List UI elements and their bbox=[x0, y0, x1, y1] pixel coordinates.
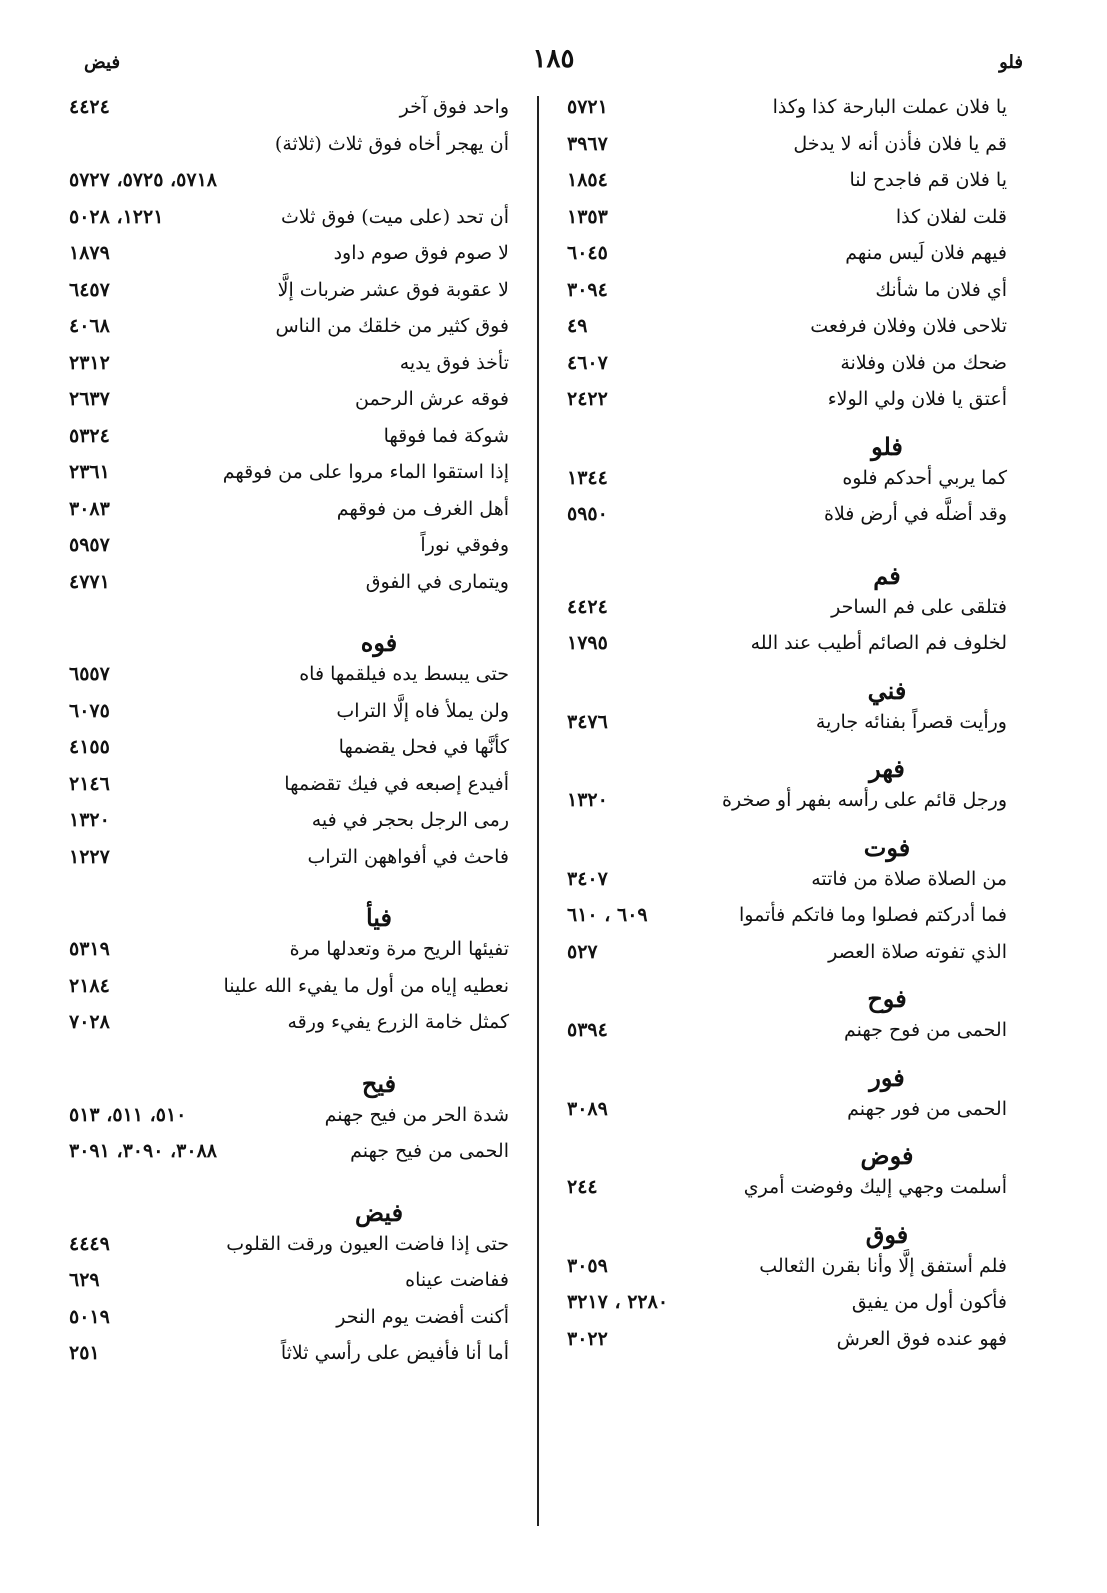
entry-phrase: ورأيت قصراً بفنائه جارية bbox=[815, 710, 1007, 733]
index-entry bbox=[567, 169, 1007, 206]
index-entry bbox=[69, 1269, 509, 1306]
left-column bbox=[69, 96, 529, 1553]
page-number: ١٨٥ bbox=[532, 44, 575, 74]
index-entry bbox=[69, 133, 509, 170]
entry-refs: ٣٠٩٤ bbox=[567, 278, 608, 301]
index-entry bbox=[567, 1098, 1007, 1135]
entry-phrase: من الصلاة صلاة من فاتته bbox=[811, 867, 1007, 890]
entry-refs: ٤١٥٥ bbox=[69, 736, 110, 758]
entry-refs: ٤٤٤٩ bbox=[69, 1232, 110, 1255]
entry-refs: ٥٣١٩ bbox=[69, 938, 110, 960]
entry-phrase: تلاحى فلان وفلان فرفعت bbox=[810, 315, 1007, 337]
entry-phrase: الحمى من فوح جهنم bbox=[844, 1019, 1007, 1041]
spacer bbox=[69, 882, 509, 896]
entry-refs: ٤٦٠٧ bbox=[567, 351, 608, 374]
entry-refs: ٧٠٢٨ bbox=[69, 1011, 110, 1033]
entry-phrase: يا فلان عملت البارحة كذا وكذا bbox=[772, 96, 1007, 118]
index-entry bbox=[567, 941, 1007, 978]
index-entry bbox=[567, 1019, 1007, 1056]
entry-refs: ٦٢٩ bbox=[69, 1269, 100, 1291]
entry-phrase: تفيئها الريح مرة وتعدلها مرة bbox=[289, 938, 509, 960]
index-entry bbox=[567, 1291, 1007, 1328]
entry-phrase: لا صوم فوق صوم داود bbox=[333, 242, 509, 264]
entry-phrase: فأكون أول من يفيق bbox=[851, 1291, 1007, 1313]
right-column bbox=[547, 96, 1007, 1553]
entry-phrase: فتلقى على فم الساحر bbox=[831, 595, 1007, 618]
entry-phrase: شوكة فما فوقها bbox=[383, 424, 509, 447]
entry-phrase: كما يربي أحدكم فلوه bbox=[842, 466, 1007, 489]
entry-refs: ٥٩٥٧ bbox=[69, 534, 110, 556]
index-entry bbox=[567, 789, 1007, 826]
entry-refs: ٢٣٦١ bbox=[69, 461, 110, 483]
entry-refs: ١٢٢١، ٥٠٢٨ bbox=[69, 205, 164, 228]
index-entry bbox=[69, 1011, 509, 1048]
entry-phrase: يا فلان قم فاجدح لنا bbox=[849, 169, 1007, 191]
entry-refs: ٥٩٥٠ bbox=[567, 503, 608, 525]
entry-refs: ٣٠٥٩ bbox=[567, 1254, 608, 1277]
index-entry bbox=[567, 279, 1007, 316]
index-entry bbox=[69, 773, 509, 810]
entry-phrase: فيهم فلان لَيس منهم bbox=[845, 242, 1007, 264]
entry-phrase: فما أدركتم فصلوا وما فاتكم فأتموا bbox=[738, 904, 1007, 926]
root-heading: فوض bbox=[860, 1141, 914, 1170]
index-entry bbox=[69, 663, 509, 700]
page-header bbox=[84, 42, 1023, 82]
entry-phrase: قم يا فلان فأذن أنه لا يدخل bbox=[793, 132, 1007, 155]
index-entry bbox=[69, 1306, 509, 1343]
entry-refs: ٥٠١٩ bbox=[69, 1305, 110, 1328]
index-entry bbox=[567, 388, 1007, 425]
entry-refs: ١٨٧٩ bbox=[69, 242, 110, 264]
entry-phrase: واحد فوق آخر bbox=[399, 96, 509, 118]
index-entry bbox=[567, 632, 1007, 669]
index-entry bbox=[69, 938, 509, 975]
entry-refs: ١٢٢٧ bbox=[69, 845, 110, 868]
entry-phrase: قلت لفلان كذا bbox=[895, 205, 1007, 228]
index-entry bbox=[69, 425, 509, 462]
entry-refs: ٢٤٢٢ bbox=[567, 388, 608, 410]
index-entry bbox=[69, 279, 509, 316]
entry-phrase: فوقه عرش الرحمن bbox=[354, 388, 509, 410]
column-divider bbox=[537, 96, 539, 1526]
root-heading: فوه bbox=[360, 628, 398, 657]
entry-refs: ٣٤٠٧ bbox=[567, 867, 608, 890]
entry-refs: ٢٢٨٠ ، ٣٢١٧ bbox=[567, 1291, 669, 1313]
entry-phrase: الحمى من فيح جهنم bbox=[350, 1140, 509, 1162]
entry-refs: ٦٤٥٧ bbox=[69, 278, 110, 301]
entry-phrase: ورجل قائم على رأسه بفهر أو صخرة bbox=[722, 789, 1007, 811]
index-entry bbox=[69, 736, 509, 773]
index-entry bbox=[567, 96, 1007, 133]
entry-phrase: ففاضت عيناه bbox=[405, 1269, 509, 1291]
index-entry bbox=[69, 1140, 509, 1177]
entry-phrase: أكنت أفضت يوم النحر bbox=[336, 1305, 509, 1328]
entry-phrase: أعتق يا فلان ولي الولاء bbox=[827, 388, 1007, 410]
entry-phrase: كمثل خامة الزرع يفيء ورقه bbox=[287, 1011, 509, 1033]
entry-phrase: ولن يملأ فاه إلَّا التراب bbox=[336, 699, 509, 722]
entry-refs: ٣٤٧٦ bbox=[567, 710, 608, 733]
entry-phrase: أسلمت وجهي إليك وفوضت أمري bbox=[743, 1176, 1007, 1198]
running-head-right: فلو bbox=[999, 51, 1023, 73]
entry-refs: ٤٩ bbox=[567, 315, 588, 337]
entry-phrase: فوق كثير من خلقك من الناس bbox=[275, 315, 509, 337]
entry-phrase: فلم أستفق إلَّا وأنا بقرن الثعالب bbox=[759, 1254, 1007, 1277]
root-heading: فلو bbox=[871, 431, 903, 461]
root-heading: فوت bbox=[863, 832, 911, 862]
spacer bbox=[567, 540, 1007, 554]
index-entry bbox=[69, 571, 509, 608]
index-entry bbox=[567, 904, 1007, 941]
index-entry bbox=[567, 503, 1007, 540]
index-entry bbox=[69, 975, 509, 1012]
entry-refs: ٦٠٩ ، ٦١٠ bbox=[567, 904, 648, 926]
index-entry bbox=[567, 133, 1007, 170]
index-entry bbox=[567, 1176, 1007, 1213]
entry-refs: ٥١٠، ٥١١، ٥١٣ bbox=[69, 1103, 187, 1126]
index-entry bbox=[69, 352, 509, 389]
index-entry bbox=[69, 1104, 509, 1141]
index-entry bbox=[567, 711, 1007, 748]
entry-phrase: نعطيه إياه من أول ما يفيء الله علينا bbox=[223, 974, 509, 997]
entry-phrase: الذي تفوته صلاة العصر bbox=[828, 940, 1007, 963]
entry-phrase: فهو عنده فوق العرش bbox=[836, 1327, 1007, 1350]
entry-phrase: ويتمارى في الفوق bbox=[365, 570, 509, 593]
entry-phrase: رمى الرجل بحجر في فيه bbox=[311, 809, 509, 831]
entry-refs: ٣٩٦٧ bbox=[567, 132, 608, 155]
entry-phrase: الحمى من فور جهنم bbox=[847, 1097, 1007, 1120]
entry-phrase: وقد أضلَّه في أرض فلاة bbox=[824, 503, 1007, 525]
root-heading: فيح bbox=[361, 1068, 397, 1098]
root-heading: فيض bbox=[354, 1197, 404, 1227]
entry-phrase: أي فلان ما شأنك bbox=[875, 278, 1007, 301]
root-heading: فهر bbox=[869, 754, 905, 783]
root-heading: فوق bbox=[865, 1219, 909, 1249]
entry-phrase: كأنَّها في فحل يقضمها bbox=[338, 736, 509, 758]
entry-refs: ٤٠٦٨ bbox=[69, 315, 110, 337]
index-entry bbox=[69, 809, 509, 846]
entry-refs: ٣٠٨٩ bbox=[567, 1097, 608, 1120]
index-entry bbox=[567, 1255, 1007, 1292]
entry-refs: ١٨٥٤ bbox=[567, 169, 608, 191]
entry-phrase: أن تحد (على ميت) فوق ثلاث bbox=[281, 205, 509, 228]
entry-phrase: أما أنا فأفيض على رأسي ثلاثاً bbox=[280, 1342, 509, 1364]
entry-refs: ٢٤٤ bbox=[567, 1176, 598, 1198]
index-entry bbox=[69, 96, 509, 133]
root-heading: فور bbox=[869, 1062, 905, 1092]
entry-refs: ٤٤٢٤ bbox=[567, 595, 608, 618]
entry-refs: ١٣٥٣ bbox=[567, 205, 608, 228]
entry-refs: ١٣٤٤ bbox=[567, 466, 608, 489]
index-entry bbox=[567, 868, 1007, 905]
root-heading: فوح bbox=[867, 984, 907, 1013]
index-entry bbox=[69, 461, 509, 498]
entry-refs: ٦٠٤٥ bbox=[567, 242, 608, 264]
entry-refs: ٤٤٢٤ bbox=[69, 96, 110, 118]
index-entry bbox=[69, 388, 509, 425]
index-entry bbox=[69, 1233, 509, 1270]
entry-refs: ٦٥٥٧ bbox=[69, 663, 110, 685]
entry-refs: ١٧٩٥ bbox=[567, 632, 608, 654]
entry-refs: ٤٧٧١ bbox=[69, 570, 110, 593]
entry-refs: ٥٧٢١ bbox=[567, 96, 608, 118]
entry-phrase: أن يهجر أخاه فوق ثلاث (ثلاثة) bbox=[274, 132, 509, 155]
entry-refs: ٢٥١ bbox=[69, 1342, 100, 1364]
entry-phrase: لخلوف فم الصائم أطيب عند الله bbox=[750, 632, 1007, 654]
entry-refs: ٦٠٧٥ bbox=[69, 699, 110, 722]
spacer bbox=[69, 607, 509, 621]
root-heading: فم bbox=[873, 560, 901, 590]
root-heading: فني bbox=[867, 675, 907, 705]
entry-refs: ٣٠٨٨، ٣٠٩٠، ٣٠٩١ bbox=[69, 1140, 217, 1162]
index-entry bbox=[69, 498, 509, 535]
entry-refs: ١٣٢٠ bbox=[567, 789, 608, 811]
running-head-left: فيض bbox=[84, 51, 121, 73]
index-entry bbox=[69, 534, 509, 571]
entry-refs: ٢١٨٤ bbox=[69, 974, 110, 997]
entry-refs: ٢١٤٦ bbox=[69, 772, 110, 795]
entry-phrase: شدة الحر من فيح جهنم bbox=[324, 1103, 509, 1126]
entry-refs: ٢٣١٢ bbox=[69, 351, 110, 374]
index-entry bbox=[69, 700, 509, 737]
root-heading: فيأ bbox=[365, 903, 393, 932]
entry-phrase: أفيدع إصبعه في فيك تقضمها bbox=[284, 772, 509, 795]
entry-phrase: فاحث في أفواههن التراب bbox=[307, 845, 509, 868]
index-entry bbox=[567, 315, 1007, 352]
index-entry bbox=[69, 169, 509, 206]
index-columns bbox=[69, 96, 1007, 1553]
index-entry bbox=[69, 242, 509, 279]
index-entry bbox=[567, 352, 1007, 389]
index-entry bbox=[567, 206, 1007, 243]
entry-phrase: إذا استقوا الماء مروا على من فوقهم bbox=[222, 461, 509, 483]
spacer bbox=[69, 1177, 509, 1191]
index-entry bbox=[567, 596, 1007, 633]
entry-phrase: تأخذ فوق يديه bbox=[399, 351, 509, 374]
entry-phrase: وفوقي نوراً bbox=[420, 534, 509, 556]
spacer bbox=[69, 1048, 509, 1062]
entry-phrase: أهل الغرف من فوقهم bbox=[336, 497, 509, 520]
index-entry bbox=[567, 467, 1007, 504]
index-entry bbox=[69, 206, 509, 243]
entry-refs: ٣٠٨٣ bbox=[69, 497, 110, 520]
entry-refs: ٥٣٩٤ bbox=[567, 1019, 608, 1041]
entry-refs: ٥٣٢٤ bbox=[69, 424, 110, 447]
index-entry bbox=[69, 315, 509, 352]
index-entry bbox=[567, 242, 1007, 279]
entry-refs: ٢٦٣٧ bbox=[69, 388, 110, 410]
entry-refs: ٣٠٢٢ bbox=[567, 1327, 608, 1350]
entry-refs: ٥٧١٨، ٥٧٢٥، ٥٧٢٧ bbox=[69, 169, 217, 191]
index-entry bbox=[69, 1342, 509, 1379]
entry-phrase: حتى إذا فاضت العيون ورقت القلوب bbox=[226, 1232, 509, 1255]
entry-phrase: لا عقوبة فوق عشر ضربات إلَّا bbox=[277, 278, 509, 301]
entry-refs: ٥٢٧ bbox=[567, 940, 598, 963]
entry-refs: ١٣٢٠ bbox=[69, 809, 110, 831]
entry-phrase: حتى يبسط يده فيلقمها فاه bbox=[299, 663, 509, 685]
index-entry bbox=[567, 1328, 1007, 1365]
entry-phrase: ضحك من فلان وفلانة bbox=[840, 351, 1007, 374]
index-entry bbox=[69, 846, 509, 883]
